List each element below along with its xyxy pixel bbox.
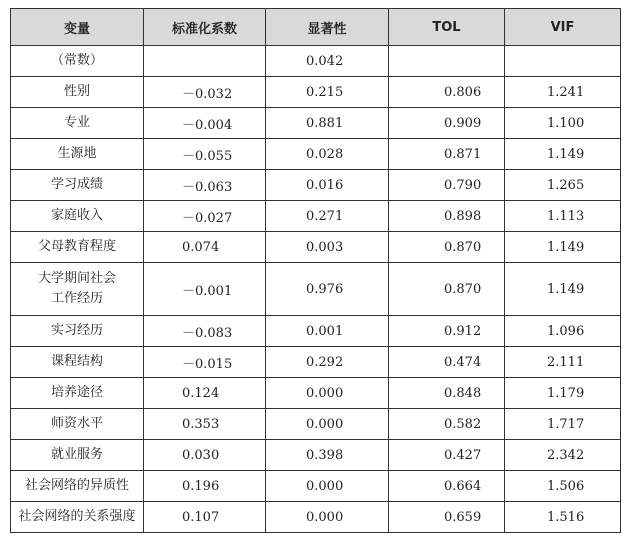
cell-variable: 就业服务 (11, 440, 144, 471)
table-row (11, 108, 621, 139)
cell-std-coef: 0.353 (144, 409, 266, 440)
table-row (11, 409, 621, 440)
cell-variable: 师资水平 (11, 409, 144, 440)
header-significance: 显著性 (266, 9, 389, 46)
cell-std-coef: －0.055 (144, 139, 266, 170)
cell-vif: 1.516 (505, 502, 621, 533)
cell-tol: 0.871 (389, 139, 505, 170)
table-row (11, 170, 621, 201)
cell-significance: 0.003 (266, 232, 389, 263)
cell-significance: 0.000 (266, 471, 389, 502)
cell-tol: 0.898 (389, 201, 505, 232)
cell-variable: 家庭收入 (11, 201, 144, 232)
cell-significance: 0.028 (266, 139, 389, 170)
cell-tol: 0.659 (389, 502, 505, 533)
cell-variable (11, 263, 144, 316)
table-row (11, 440, 621, 471)
cell-variable-line-1: 大学期间社会 (37, 271, 116, 286)
header-vif: VIF (505, 9, 621, 46)
cell-vif: 1.241 (505, 77, 621, 108)
table-row (11, 201, 621, 232)
cell-std-coef: －0.001 (144, 263, 266, 316)
cell-significance: 0.000 (266, 378, 389, 409)
cell-std-coef: －0.004 (144, 108, 266, 139)
cell-significance: 0.016 (266, 170, 389, 201)
cell-tol: 0.848 (389, 378, 505, 409)
table-row (11, 232, 621, 263)
cell-significance: 0.976 (266, 263, 389, 316)
cell-tol: 0.427 (389, 440, 505, 471)
cell-significance: 0.271 (266, 201, 389, 232)
cell-vif: 1.265 (505, 170, 621, 201)
cell-significance: 0.000 (266, 502, 389, 533)
cell-std-coef: 0.107 (144, 502, 266, 533)
cell-variable: 培养途径 (11, 378, 144, 409)
cell-std-coef: －0.032 (144, 77, 266, 108)
cell-vif: 1.113 (505, 201, 621, 232)
cell-variable: 学习成绩 (11, 170, 144, 201)
cell-vif: 1.100 (505, 108, 621, 139)
table-row (11, 139, 621, 170)
cell-std-coef: －0.027 (144, 201, 266, 232)
cell-significance: 0.292 (266, 347, 389, 378)
cell-tol: 0.806 (389, 77, 505, 108)
cell-vif: 1.096 (505, 316, 621, 347)
cell-std-coef: 0.124 (144, 378, 266, 409)
cell-std-coef: －0.083 (144, 316, 266, 347)
table-row (11, 378, 621, 409)
cell-significance: 0.881 (266, 108, 389, 139)
cell-significance: 0.000 (266, 409, 389, 440)
cell-vif: 1.149 (505, 263, 621, 316)
cell-std-coef: －0.015 (144, 347, 266, 378)
cell-significance: 0.042 (266, 46, 389, 77)
cell-variable: （常数） (11, 46, 144, 77)
table-row (11, 471, 621, 502)
cell-vif: 1.179 (505, 378, 621, 409)
table-row (11, 263, 621, 316)
cell-variable: 生源地 (11, 139, 144, 170)
cell-tol: 0.912 (389, 316, 505, 347)
cell-variable: 社会网络的关系强度 (11, 502, 144, 533)
cell-std-coef (144, 46, 266, 77)
regression-table (10, 8, 621, 533)
cell-variable: 性别 (11, 77, 144, 108)
cell-variable: 父母教育程度 (11, 232, 144, 263)
cell-tol (389, 46, 505, 77)
table-row (11, 46, 621, 77)
header-std-coef: 标准化系数 (144, 9, 266, 46)
cell-tol: 0.870 (389, 263, 505, 316)
cell-tol: 0.870 (389, 232, 505, 263)
cell-tol: 0.664 (389, 471, 505, 502)
cell-variable: 实习经历 (11, 316, 144, 347)
cell-vif: 2.111 (505, 347, 621, 378)
cell-vif: 2.342 (505, 440, 621, 471)
cell-std-coef: 0.074 (144, 232, 266, 263)
cell-tol: 0.474 (389, 347, 505, 378)
header-tol: TOL (389, 9, 505, 46)
cell-variable: 课程结构 (11, 347, 144, 378)
cell-variable: 专业 (11, 108, 144, 139)
cell-tol: 0.909 (389, 108, 505, 139)
cell-significance: 0.398 (266, 440, 389, 471)
cell-vif: 1.717 (505, 409, 621, 440)
header-row (11, 9, 621, 46)
cell-vif: 1.149 (505, 139, 621, 170)
cell-std-coef: －0.063 (144, 170, 266, 201)
table-row (11, 347, 621, 378)
cell-tol: 0.582 (389, 409, 505, 440)
cell-variable-line-2: 工作经历 (50, 291, 103, 306)
cell-std-coef: 0.030 (144, 440, 266, 471)
cell-vif (505, 46, 621, 77)
cell-variable: 社会网络的异质性 (11, 471, 144, 502)
table-row (11, 316, 621, 347)
cell-significance: 0.001 (266, 316, 389, 347)
table-row (11, 77, 621, 108)
header-variable: 变量 (11, 9, 144, 46)
cell-vif: 1.149 (505, 232, 621, 263)
cell-tol: 0.790 (389, 170, 505, 201)
table-row (11, 502, 621, 533)
cell-std-coef: 0.196 (144, 471, 266, 502)
cell-significance: 0.215 (266, 77, 389, 108)
cell-vif: 1.506 (505, 471, 621, 502)
